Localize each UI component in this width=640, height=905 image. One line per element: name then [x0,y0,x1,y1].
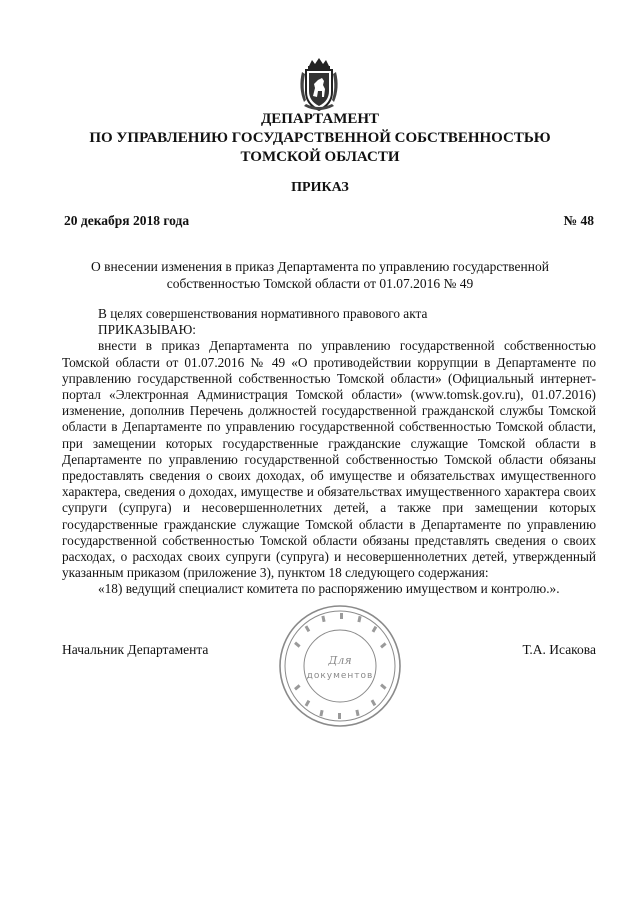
order-word: ПРИКАЗЫВАЮ: [98,322,196,338]
document-number: № 48 [563,213,594,228]
document-subject [80,258,560,292]
header-line-3: ТОМСКОЙ ОБЛАСТИ [240,149,400,165]
document-date: 20 декабря 2018 года [64,213,190,228]
stamp-text-line-2: документов [306,671,374,681]
signer-title: Начальник Департамента [62,642,209,657]
main-paragraph: внести в приказ Департамента по управлению государственной собственностью Томской области от 01.07.2016 № 49 «О противодействии коррупции в Департаменте по управлению государственной собственностью Томской области» (Официальный интернет-портал «Электронная Администрация Томской области» (www.tomsk.gov.ru), 01.07.2016) изменение, дополнив Перечень должностей государственной гражданской службы Томской области в Департаменте по управлению государственной собственностью Томской области, при замещении которых государственные гражданские служащие Томской области в Департаменте по управлению государственной собственностью Томской области обязаны предоставлять сведения о своих доходах, об имуществе и обязательствах имущественного характера, сведения о доходах, имуществе и обязательствах имущественного характера своих супруги (супруга) и несовершеннолетних детей, а также при замещении которых государственные гражданские служащие Томской области в Департаменте по управлению государственной собственностью Томской области обязаны представлять сведения о своих расходах, о расходах своих супруги (супруга) и несовершеннолетних детей, утвержденный указанным приказом (приложение 3), пунктом 18 следующего содержания: [62,338,596,581]
stamp-text-line-1: Для [328,654,352,667]
subject-line-2: собственностью Томской области от 01.07.2016 № 49 [166,276,474,291]
subject-line-1: О внесении изменения в приказ Департамента по управлению государственной [91,259,549,274]
coat-of-arms-icon [296,58,342,112]
document-body [62,306,596,598]
header-line-2: ПО УПРАВЛЕНИЮ ГОСУДАРСТВЕННОЙ СОБСТВЕННОСТЬЮ [89,130,551,146]
document-type: ПРИКАЗ [291,180,349,195]
signer-name: Т.А. Исакова [522,642,596,657]
header-line-1: ДЕПАРТАМЕНТ [260,111,380,127]
preamble-paragraph: В целях совершенствования нормативного правового акта [98,306,428,321]
department-header [0,110,640,167]
item-paragraph: «18) ведущий специалист комитета по распоряжению имуществом и контролю.». [98,581,560,597]
stamp-seal-icon [276,602,404,730]
